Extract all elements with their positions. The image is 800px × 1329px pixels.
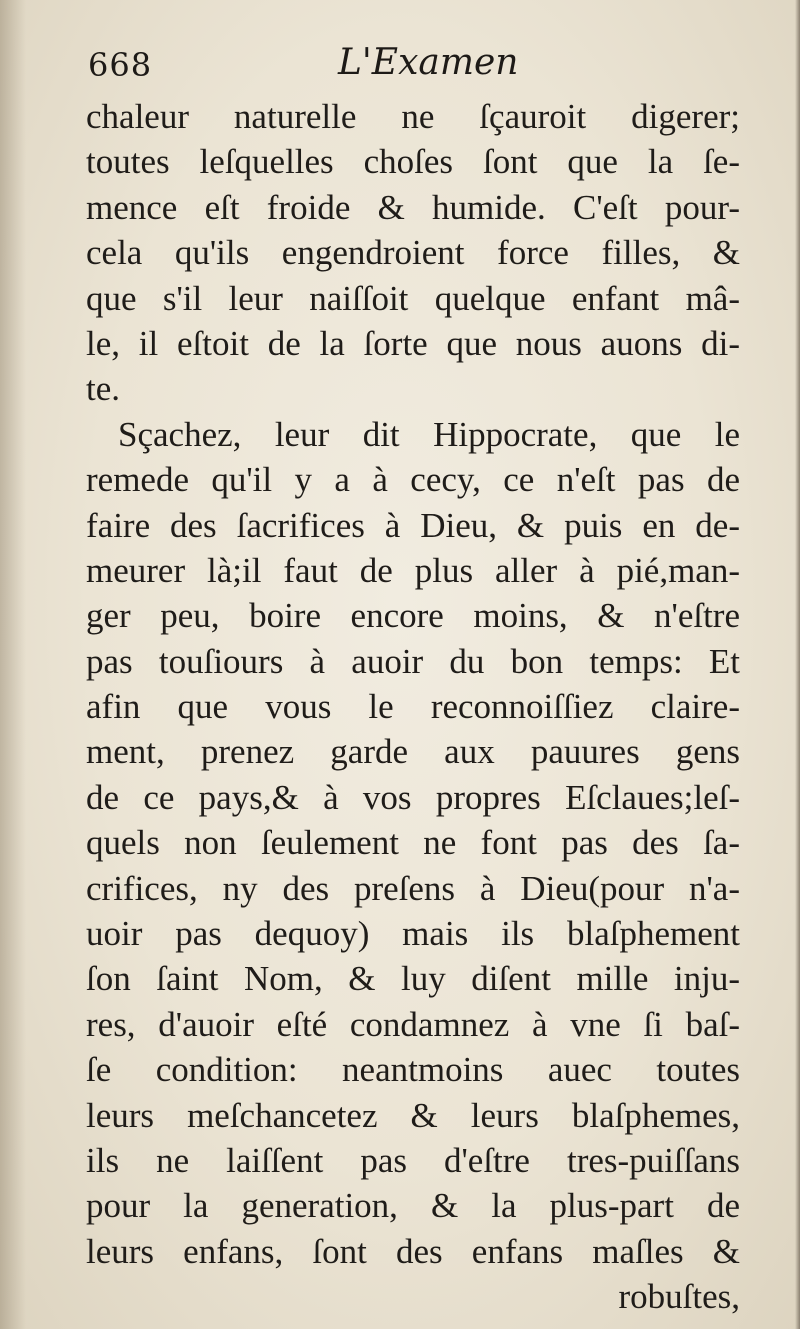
text-line: afin que vous le reconnoiſſiez claire- <box>86 687 740 727</box>
text-line: te. <box>86 369 121 409</box>
catchword-line: robuſtes, <box>618 1277 740 1317</box>
text-line: ment, prenez garde aux pauures gens <box>86 732 740 772</box>
paragraph-start-line: Sçachez, leur dit Hippocrate, que le <box>118 414 740 454</box>
text-line: faire des ſacrifices à Dieu, & puis en de- <box>86 505 740 545</box>
text-line: leurs meſchancetez & leurs blaſphemes, <box>86 1095 740 1135</box>
text-line: cela qu'ils engendroient force filles, & <box>86 233 740 273</box>
text-line: quels non ſeulement ne font pas des ſa- <box>86 823 740 863</box>
text-line: chaleur naturelle ne ſçauroit digerer; <box>86 97 740 136</box>
text-line: ger peu, boire encore moins, & n'eſtre <box>86 596 740 636</box>
text-line: ils ne laiſſent pas d'eſtre tres-puiſſans <box>86 1140 740 1180</box>
text-line: meurer là;il faut de plus aller à pié,man- <box>86 550 740 590</box>
text-line: uoir pas dequoy) mais ils blaſphement <box>86 914 740 954</box>
text-line: mence eſt froide & humide. C'eſt pour- <box>86 187 740 227</box>
text-line: toutes leſquelles choſes ſont que la ſe- <box>86 142 740 182</box>
text-line: pour la generation, & la plus-part de <box>86 1186 740 1226</box>
text-line: ſon ſaint Nom, & luy diſent mille inju- <box>86 959 740 999</box>
text-line: ſe condition: neantmoins auec toutes <box>86 1050 740 1090</box>
page-header <box>88 40 740 92</box>
text-line: leurs enfans, ſont des enfans maſles & <box>86 1231 740 1271</box>
running-title: L'Examen <box>338 42 519 83</box>
body-text <box>86 94 740 1320</box>
text-line: pas touſiours à auoir du bon temps: Et <box>86 641 740 681</box>
text-line: remede qu'il y a à cecy, ce n'eſt pas de <box>86 460 740 500</box>
text-line: le, il eſtoit de la ſorte que nous auons di- <box>86 323 740 363</box>
page-number: 668 <box>88 46 153 84</box>
text-line: que s'il leur naiſſoit quelque enfant mâ- <box>86 278 740 318</box>
text-line: crifices, ny des preſens à Dieu(pour n'a- <box>86 868 740 908</box>
text-line: res, d'auoir eſté condamnez à vne ſi baſ- <box>86 1004 740 1044</box>
text-line: de ce pays,& à vos propres Eſclaues;leſ- <box>86 777 740 817</box>
